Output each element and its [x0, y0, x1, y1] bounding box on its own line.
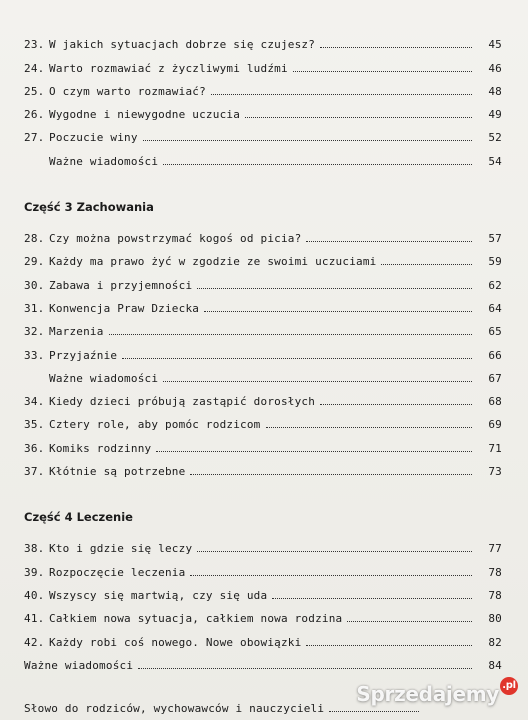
entry-number: 37. — [24, 465, 45, 479]
entry-number: 40. — [24, 588, 45, 602]
entry-number: 36. — [24, 441, 45, 455]
entry-number: 25. — [24, 84, 45, 98]
entry-page: 66 — [488, 348, 502, 362]
entry-number: 29. — [24, 255, 45, 269]
entry-page: 64 — [488, 301, 502, 315]
leader-dots — [266, 426, 473, 428]
entry-title: Ważne wiadomości — [24, 658, 134, 672]
entry-number: 26. — [24, 108, 45, 122]
toc-entry — [24, 625, 502, 648]
leader-dots — [197, 287, 472, 289]
toc-entry — [24, 121, 502, 144]
leader-dots — [347, 620, 472, 622]
part2-entries — [24, 28, 502, 168]
toc-entry — [24, 579, 502, 602]
section3-entries — [24, 222, 502, 478]
entry-page: 45 — [488, 38, 502, 52]
entry-page: 65 — [488, 325, 502, 339]
entry-page: 52 — [488, 131, 502, 145]
entry-number: 34. — [24, 395, 45, 409]
toc-entry — [24, 532, 502, 555]
entry-number: 23. — [24, 38, 45, 52]
leader-dots — [156, 450, 472, 452]
toc-entry — [24, 98, 502, 121]
entry-number: 32. — [24, 325, 45, 339]
leader-dots — [143, 139, 472, 141]
leader-dots — [204, 310, 472, 312]
entry-number: 41. — [24, 612, 45, 626]
entry-page: 62 — [488, 278, 502, 292]
entry-title: Ważne wiadomości — [49, 154, 159, 168]
entry-page: 80 — [488, 612, 502, 626]
entry-number: 30. — [24, 278, 45, 292]
toc-entry — [24, 338, 502, 361]
toc-entry — [24, 292, 502, 315]
leader-dots — [109, 333, 472, 335]
toc-entry — [24, 28, 502, 51]
leader-dots — [306, 644, 472, 646]
leader-dots — [190, 574, 472, 576]
entry-title: Kto i gdzie się leczy — [49, 542, 193, 556]
leader-dots — [320, 46, 472, 48]
entry-title: O czym warto rozmawiać? — [49, 84, 206, 98]
leader-dots — [138, 667, 472, 669]
entry-number: 38. — [24, 542, 45, 556]
entry-page: 71 — [488, 441, 502, 455]
entry-page: 46 — [488, 61, 502, 75]
toc-entry — [24, 431, 502, 454]
leader-dots — [197, 550, 472, 552]
entry-title: Słowo do rodziców, wychowawców i nauczycieli — [24, 702, 325, 716]
entry-page: 78 — [488, 588, 502, 602]
entry-number: 35. — [24, 418, 45, 432]
leader-dots — [272, 597, 472, 599]
entry-title: Kiedy dzieci próbują zastąpić dorosłych — [49, 395, 316, 409]
watermark-text: Sprzedajemy — [356, 682, 499, 706]
leader-dots — [163, 380, 472, 382]
entry-title: Przyjaźnie — [49, 348, 118, 362]
entry-page: 69 — [488, 418, 502, 432]
entry-title: Czy można powstrzymać kogoś od picia? — [49, 232, 302, 246]
toc-entry — [24, 455, 502, 478]
leader-dots — [163, 163, 472, 165]
toc-entry-closing — [24, 649, 502, 672]
entry-page: 49 — [488, 108, 502, 122]
entry-number: 39. — [24, 565, 45, 579]
toc-entry — [24, 144, 502, 167]
toc-entry — [24, 408, 502, 431]
table-of-contents — [24, 28, 502, 715]
watermark-logo — [356, 682, 518, 706]
entry-number: 42. — [24, 635, 45, 649]
toc-entry — [24, 51, 502, 74]
entry-page: 59 — [488, 255, 502, 269]
entry-page: 73 — [488, 465, 502, 479]
entry-title: Konwencja Praw Dziecka — [49, 301, 200, 315]
section-heading-3: Część 3 Zachowania — [24, 199, 154, 214]
entry-number: 33. — [24, 348, 45, 362]
toc-entry — [24, 385, 502, 408]
entry-page: 54 — [488, 154, 502, 168]
entry-title: Każdy ma prawo żyć w zgodzie ze swoimi uczuciami — [49, 255, 377, 269]
entry-title: Rozpoczęcie leczenia — [49, 565, 186, 579]
watermark-badge: .pl — [500, 677, 518, 695]
entry-title: Zabawa i przyjemności — [49, 278, 193, 292]
toc-entry — [24, 362, 502, 385]
entry-title: Wygodne i niewygodne uczucia — [49, 108, 241, 122]
entry-title: Warto rozmawiać z życzliwymi ludźmi — [49, 61, 288, 75]
toc-entry — [24, 315, 502, 338]
toc-entry — [24, 245, 502, 268]
entry-title: Całkiem nowa sytuacja, całkiem nowa rodzina — [49, 612, 343, 626]
entry-title: Komiks rodzinny — [49, 441, 152, 455]
leader-dots — [211, 93, 472, 95]
toc-entry — [24, 222, 502, 245]
toc-entry — [24, 602, 502, 625]
entry-title: Wszyscy się martwią, czy się uda — [49, 588, 268, 602]
section-heading-4: Część 4 Leczenie — [24, 510, 133, 525]
entry-title: Cztery role, aby pomóc rodzicom — [49, 418, 261, 432]
entry-page: 84 — [488, 658, 502, 672]
entry-number: 27. — [24, 131, 45, 145]
toc-entry — [24, 75, 502, 98]
leader-dots — [245, 116, 472, 118]
entry-page: 57 — [488, 232, 502, 246]
entry-page: 77 — [488, 542, 502, 556]
entry-page: 78 — [488, 565, 502, 579]
entry-page: 67 — [488, 371, 502, 385]
leader-dots — [122, 357, 472, 359]
entry-number: 24. — [24, 61, 45, 75]
entry-page: 48 — [488, 84, 502, 98]
entry-title: Poczucie winy — [49, 131, 138, 145]
entry-title: Kłótnie są potrzebne — [49, 465, 186, 479]
toc-entry — [24, 555, 502, 578]
entry-title: Każdy robi coś nowego. Nowe obowiązki — [49, 635, 302, 649]
entry-page: 68 — [488, 395, 502, 409]
entry-title: Marzenia — [49, 325, 104, 339]
leader-dots — [381, 263, 472, 265]
section4-entries — [24, 532, 502, 648]
toc-entry — [24, 268, 502, 291]
entry-page: 82 — [488, 635, 502, 649]
leader-dots — [293, 70, 472, 72]
leader-dots — [320, 403, 472, 405]
entry-number: 31. — [24, 301, 45, 315]
leader-dots — [190, 473, 472, 475]
leader-dots — [329, 710, 419, 712]
entry-title: W jakich sytuacjach dobrze się czujesz? — [49, 38, 316, 52]
entry-number: 28. — [24, 232, 45, 246]
leader-dots — [306, 240, 472, 242]
entry-title: Ważne wiadomości — [49, 371, 159, 385]
